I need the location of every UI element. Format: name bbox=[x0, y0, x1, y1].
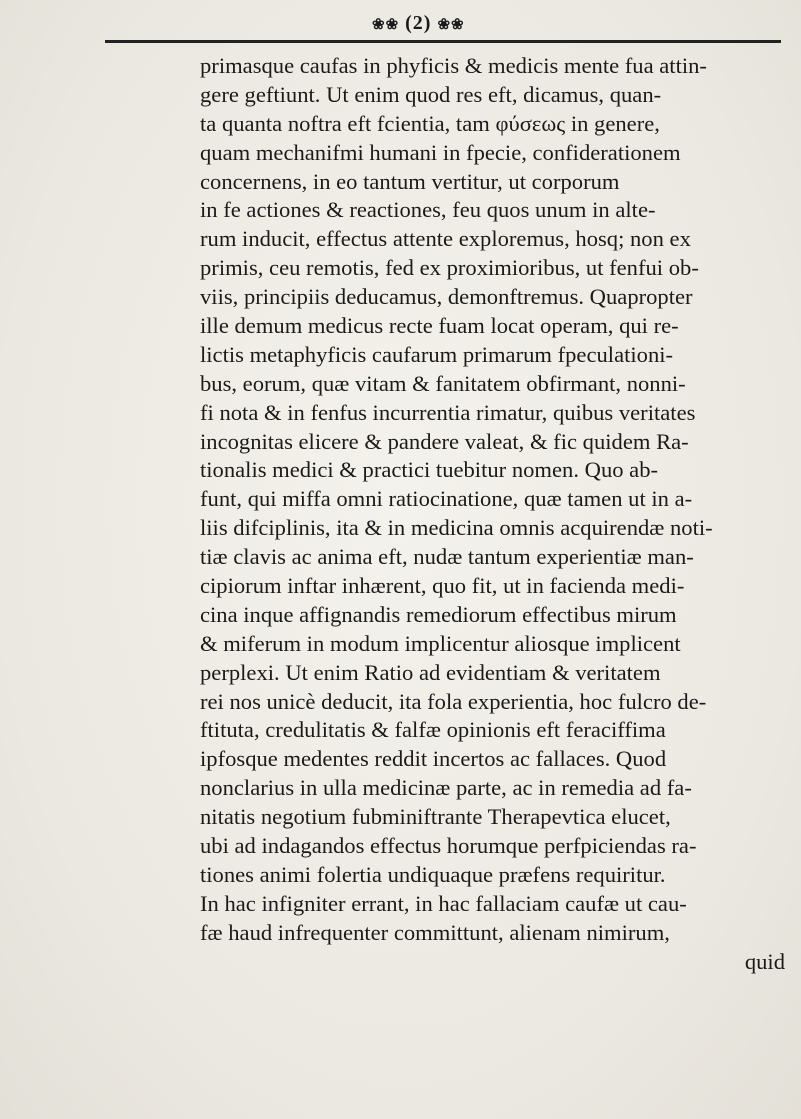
page-number: (2) bbox=[405, 12, 432, 34]
text-line: rei nos unicè deducit, ita fola experientia, hoc fulcro de- bbox=[200, 688, 707, 714]
text-line: ubi ad indagandos effectus horumque perfpiciendas ra- bbox=[200, 833, 697, 859]
text-line: perplexi. Ut enim Ratio ad evidentiam & veritatem bbox=[200, 659, 661, 685]
text-line: cipiorum inftar inhærent, quo fit, ut in facienda medi- bbox=[200, 573, 685, 599]
text-line: fæ haud infrequenter committunt, alienam nimirum, bbox=[200, 919, 670, 945]
text-line: in fe actiones & reactiones, feu quos unum in alte- bbox=[200, 197, 656, 223]
text-line: cina inque affignandis remediorum effectibus mirum bbox=[200, 601, 677, 627]
page-header bbox=[0, 6, 801, 46]
catchword: quid bbox=[744, 948, 785, 974]
text-line: gere geftiunt. Ut enim quod res eft, dicamus, quan- bbox=[200, 81, 662, 107]
text-line: funt, qui miffa omni ratiocinatione, quæ tamen ut in a- bbox=[200, 486, 693, 512]
text-line: nitatis negotium fubminiftrante Therapevtica elucet, bbox=[200, 804, 671, 830]
header-ornament bbox=[372, 12, 465, 35]
fleuron-left-icon: ❀❀ bbox=[372, 17, 400, 33]
text-line: ille demum medicus recte fuam locat operam, qui re- bbox=[200, 313, 679, 339]
text-line: viis, principiis deducamus, demonftremus. Quapropter bbox=[200, 284, 693, 310]
text-line: ftituta, credulitatis & falfæ opinionis eft feraciffima bbox=[200, 717, 666, 743]
text-line: primasque caufas in phyficis & medicis mente fua attin- bbox=[200, 53, 707, 78]
text-line: tionalis medici & practici tuebitur nomen. Quo ab- bbox=[200, 457, 659, 483]
text-line: fi nota & in fenfus incurrentia rimatur, quibus veritates bbox=[200, 399, 696, 425]
text-line: & miferum in modum implicentur aliosque implicent bbox=[200, 630, 681, 656]
fleuron-right-icon: ❀❀ bbox=[437, 17, 465, 33]
text-line: ta quanta noftra eft fcientia, tam φύσεως in genere, bbox=[200, 110, 660, 136]
text-line: lictis metaphyficis caufarum primarum fpeculationi- bbox=[200, 341, 674, 367]
text-line: tiæ clavis ac anima eft, nudæ tantum experientiæ man- bbox=[200, 544, 694, 570]
text-line: quam mechanifmi humani in fpecie, confiderationem bbox=[200, 139, 681, 165]
header-rule bbox=[105, 40, 781, 43]
body-text bbox=[200, 52, 795, 977]
text-line: tiones animi folertia undiquaque præfens requiritur. bbox=[200, 861, 666, 887]
text-line: primis, ceu remotis, fed ex proximioribus, ut fenfui ob- bbox=[200, 255, 699, 281]
text-line: ipfosque medentes reddit incertos ac fallaces. Quod bbox=[200, 746, 667, 772]
text-line: nonclarius in ulla medicinæ parte, ac in remedia ad fa- bbox=[200, 775, 692, 801]
text-line: concernens, in eo tantum vertitur, ut corporum bbox=[200, 168, 620, 194]
text-line: In hac infigniter errant, in hac fallaciam caufæ ut cau- bbox=[200, 890, 687, 916]
text-line: bus, eorum, quæ vitam & fanitatem obfirmant, nonni- bbox=[200, 370, 686, 396]
text-line: incognitas elicere & pandere valeat, & fic quidem Ra- bbox=[200, 428, 689, 454]
text-line: rum inducit, effectus attente exploremus, hosq; non ex bbox=[200, 226, 691, 252]
text-line: liis difciplinis, ita & in medicina omnis acquirendæ noti- bbox=[200, 515, 713, 541]
